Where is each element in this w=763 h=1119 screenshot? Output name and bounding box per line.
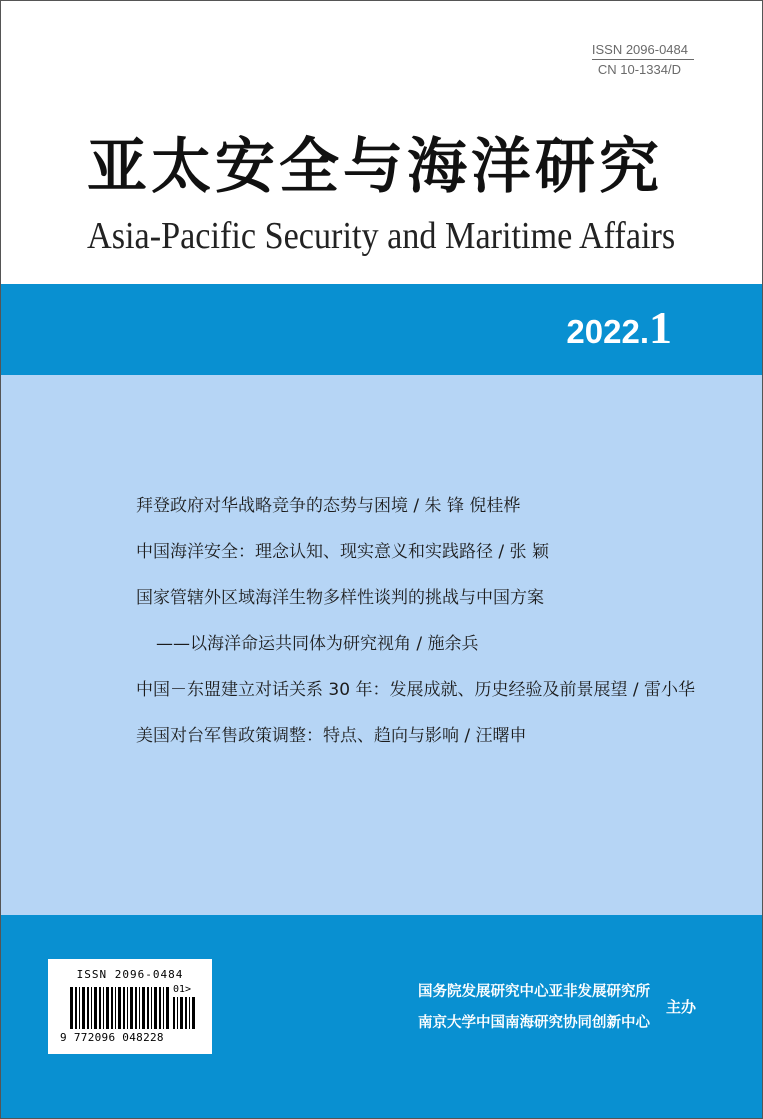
- publisher-band: [1, 915, 762, 1118]
- issue-band: [1, 284, 762, 375]
- issue-year: 2022: [566, 313, 640, 350]
- issue-number: 1: [649, 302, 672, 353]
- issue-label: [566, 302, 672, 353]
- contents-item: 国家管辖外区域海洋生物多样性谈判的挑战与中国方案: [136, 588, 544, 608]
- contents-item: 中国海洋安全：理念认知、现实意义和实践路径 / 张 颖: [136, 542, 549, 562]
- barcode-addon-bars-icon: [173, 997, 195, 1029]
- sponsor-role: 主办: [666, 998, 697, 1016]
- sponsor-2: 南京大学中国南海研究协同创新中心: [418, 1015, 650, 1031]
- contents-item: 美国对台军售政策调整：特点、趋向与影响 / 汪曙申: [136, 726, 527, 746]
- contents-item: 中国－东盟建立对话关系 30 年：发展成就、历史经验及前景展望 / 雷小华: [136, 680, 695, 700]
- barcode-bars-icon: [70, 987, 170, 1029]
- barcode-addon-text: 01>: [173, 984, 192, 995]
- cn-number: CN 10-1334/D: [597, 62, 681, 77]
- sponsor-list: [418, 977, 650, 1039]
- contents-item-subtitle: ——以海洋命运共同体为研究视角 / 施余兵: [156, 634, 479, 654]
- journal-title-chinese: 亚太安全与海洋研究: [87, 132, 663, 202]
- journal-title-english: Asia-Pacific Security and Maritime Affairs: [87, 215, 676, 257]
- barcode-issn-text: ISSN 2096-0484: [76, 968, 184, 981]
- issue-separator: .: [639, 313, 649, 350]
- issn-cn-block: [592, 42, 694, 77]
- contents-item: 拜登政府对华战略竞争的态势与困境 / 朱 锋 倪桂桦: [136, 496, 521, 516]
- issn-number: ISSN 2096-0484: [592, 42, 694, 60]
- barcode-digits: 9 772096 048228: [60, 1031, 164, 1044]
- table-of-contents: [136, 495, 695, 771]
- contents-panel: [1, 375, 762, 915]
- sponsor-1: 国务院发展研究中心亚非发展研究所: [418, 984, 650, 1000]
- barcode: [48, 959, 212, 1054]
